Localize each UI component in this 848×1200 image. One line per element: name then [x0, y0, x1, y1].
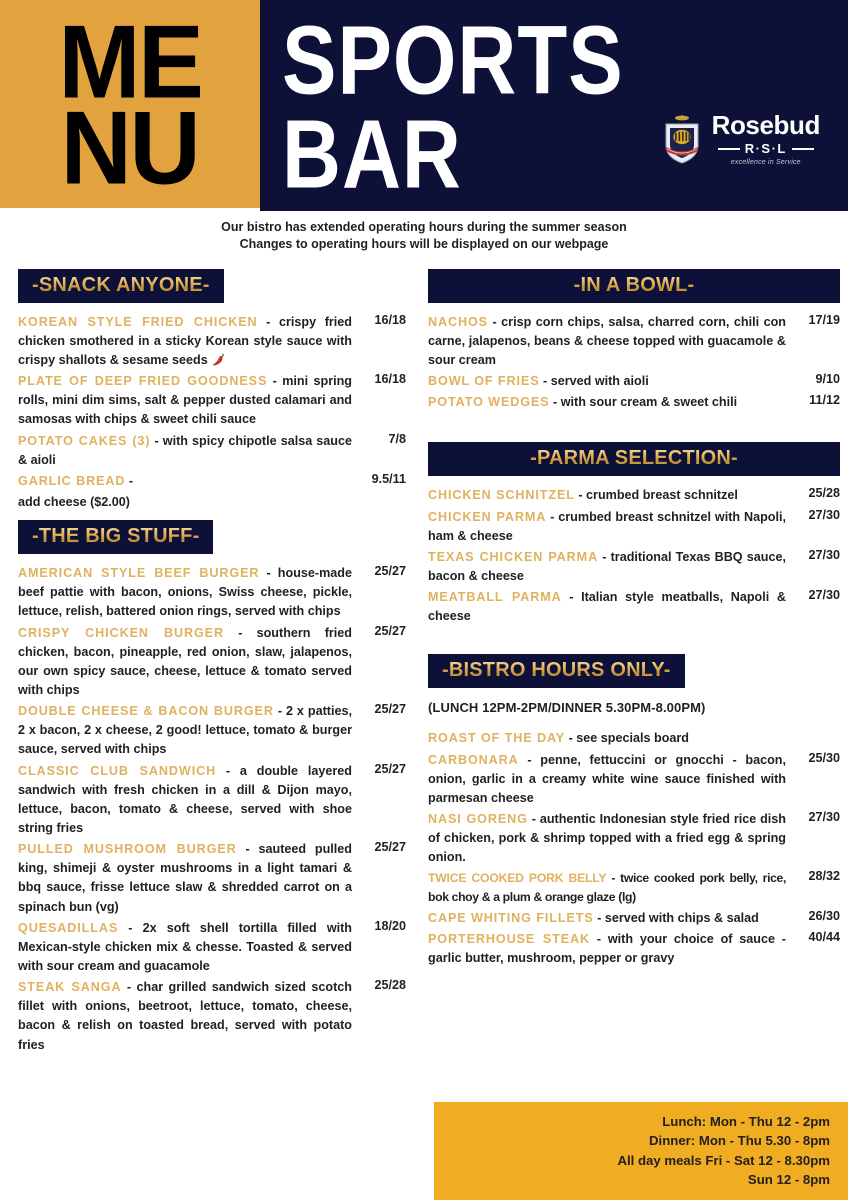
menu-item-text — [18, 624, 352, 701]
menu-item-name: NASI GORENG — [428, 812, 528, 826]
section-header-snack — [18, 269, 224, 303]
menu-item — [18, 919, 406, 976]
menu-item-price: 27/30 — [808, 588, 840, 603]
menu-item-text — [18, 702, 352, 759]
section-items-bigstuff — [18, 564, 406, 1055]
menu-item-text — [428, 313, 786, 370]
menu-item-text — [428, 588, 786, 626]
menu-item-text — [18, 919, 352, 976]
menu-item-description: - mini spring rolls, mini dim sims, salt & pepper dusted calamari and samosas with chips & sweet chili sauce — [18, 374, 353, 427]
logo-tagline: excellence in Service — [730, 159, 801, 166]
section-header-bigstuff — [18, 520, 213, 554]
menu-item-description: - penne, fettuccini or gnocchi - bacon, onion, garlic in a creamy white wine sauce finished with parmesan cheese — [428, 752, 786, 805]
menu-item-price: 17/19 — [808, 312, 840, 327]
menu-item-price: 25/27 — [374, 761, 406, 776]
menu-item-name: STEAK SANGA — [18, 980, 122, 995]
menu-item-name: CHICKEN PARMA — [428, 509, 547, 524]
menu-item-name: PULLED MUSHROOM BURGER — [18, 842, 237, 857]
menu-item — [18, 624, 406, 701]
menu-item-price: 9/10 — [815, 372, 840, 387]
menu-item-name: POTATO CAKES (3) — [18, 433, 151, 448]
menu-item-text — [428, 393, 786, 412]
menu-item-description: - crispy fried chicken smothered in a sticky Korean style sauce with crispy shallots & sesame seeds — [18, 314, 352, 368]
menu-item — [18, 978, 406, 1055]
menu-item-price: 27/30 — [808, 507, 840, 522]
menu-item-price: 27/30 — [808, 547, 840, 562]
menu-item — [428, 393, 840, 412]
menu-item-description: - 2 x patties, 2 x bacon, 2 x cheese, 2 good! lettuce, tomato & burger sauce, served with chips — [18, 704, 352, 757]
menu-item-description: - crumbed breast schnitzel — [574, 488, 738, 503]
section-title-snack: -SNACK ANYONE- — [32, 273, 210, 296]
menu-item-name: CHICKEN SCHNITZEL — [428, 488, 575, 503]
section-title-bowl: -IN A BOWL- — [573, 273, 695, 296]
menu-item-description: - with sour cream & sweet chili — [549, 395, 738, 410]
menu-item — [18, 472, 406, 491]
menu-item-text — [428, 548, 786, 586]
menu-item-name: GARLIC BREAD — [18, 473, 126, 488]
menu-item — [428, 372, 840, 391]
menu-item-name: KOREAN STYLE FRIED CHICKEN — [18, 314, 258, 329]
menu-item — [428, 729, 840, 748]
menu-word-line1: ME — [58, 2, 202, 120]
menu-item-description: - southern fried chicken, bacon, pineapple, red onion, slaw, jalapenos, our own spicy sauce, cheese, lettuce & tomato served with chips — [18, 625, 352, 697]
menu-item — [428, 486, 840, 505]
menu-item — [18, 564, 406, 621]
menu-item-description: add cheese ($2.00) — [18, 495, 131, 510]
menu-item — [18, 313, 406, 370]
chili-pepper-icon — [211, 353, 226, 366]
menu-item-description: - Italian style meatballs, Napoli & cheese — [428, 590, 786, 624]
menu-item-description: - a double layered sandwich with fresh chicken in a dill & Dijon mayo, lettuce, bacon, tomato & cheese, served with shoe string fries — [18, 763, 352, 835]
menu-item-text — [18, 493, 352, 512]
menu-item-name: BOWL OF FRIES — [428, 374, 540, 389]
section-header-bistro — [428, 654, 685, 688]
opening-hours-box — [434, 1102, 848, 1200]
menu-item-text — [18, 564, 352, 621]
menu-item-description: - house-made beef pattie with bacon, onions, Swiss cheese, pickle, lettuce, relish, battered onion rings, served with chips — [18, 566, 352, 619]
menu-item-name: CARBONARA — [428, 752, 519, 767]
menu-item-name: PLATE OF DEEP FRIED GOODNESS — [18, 374, 268, 389]
rule-right — [792, 148, 814, 150]
menu-item-name: MEATBALL PARMA — [428, 590, 562, 605]
menu-item-name: PORTERHOUSE STEAK — [428, 931, 591, 946]
menu-item-name: CLASSIC CLUB SANDWICH — [18, 763, 217, 778]
menu-item — [428, 930, 840, 968]
menu-column-right — [424, 263, 848, 1057]
menu-item-text — [428, 729, 786, 748]
menu-columns — [0, 259, 848, 1057]
sports-word: SPORTS — [282, 5, 624, 115]
menu-item-name: QUESADILLAS — [18, 920, 119, 935]
menu-item-price: 16/18 — [374, 312, 406, 327]
menu-item-price: 9.5/11 — [371, 471, 406, 486]
menu-item-price: 25/28 — [374, 978, 406, 993]
menu-item-text — [18, 472, 352, 491]
menu-item-description: - crumbed breast schnitzel with Napoli, ham & cheese — [428, 509, 786, 543]
menu-item — [428, 313, 840, 370]
menu-item-text — [428, 930, 786, 968]
menu-item-name: TEXAS CHICKEN PARMA — [428, 549, 599, 564]
rosebud-rsl-logo — [661, 112, 820, 166]
menu-item-name: CRISPY CHICKEN BURGER — [18, 625, 224, 640]
menu-item-price: 25/27 — [374, 623, 406, 638]
menu-item-price: 40/44 — [808, 929, 840, 944]
menu-item-description: - twice cooked pork belly, rice, bok choy & a plum & orange glaze (lg) — [428, 871, 787, 904]
menu-item-text — [428, 486, 786, 505]
menu-item-description: - 2x soft shell tortilla filled with Mexican-style chicken mix & chesse. Toasted & served with sour cream and guacamole — [18, 920, 352, 973]
menu-item-price: 11/12 — [809, 393, 840, 408]
notice-line-1: Our bistro has extended operating hours during the summer season — [221, 220, 627, 234]
menu-item-price: 28/32 — [808, 869, 840, 884]
rsl-crest-icon — [661, 113, 703, 165]
menu-item — [18, 762, 406, 839]
menu-word-line2: NU — [61, 88, 199, 206]
menu-item — [428, 810, 840, 867]
menu-item-name: AMERICAN STYLE BEEF BURGER — [18, 566, 260, 581]
menu-item — [18, 493, 406, 512]
rsl-text: R·S·L — [744, 141, 787, 156]
section-title-bigstuff: -THE BIG STUFF- — [32, 525, 200, 548]
menu-item-text — [18, 840, 352, 917]
hours-line: Dinner: Mon - Thu 5.30 - 8pm — [649, 1133, 830, 1149]
menu-item-name: NACHOS — [428, 314, 488, 329]
operating-hours-notice — [0, 211, 848, 259]
page-header — [0, 0, 848, 211]
menu-item-price: 16/18 — [374, 372, 406, 387]
section-items-bowl — [428, 313, 840, 413]
menu-item-text — [18, 432, 352, 470]
menu-item-text — [428, 869, 786, 906]
menu-item-description: - served with aioli — [539, 374, 649, 389]
menu-column-left — [0, 263, 424, 1057]
menu-item-name: TWICE COOKED PORK BELLY — [428, 871, 607, 886]
menu-item-description: - — [125, 473, 134, 488]
menu-item-description: - served with chips & salad — [593, 910, 759, 925]
menu-item-description: - authentic Indonesian style fried rice dish of chicken, pork & shrimp topped with a fried egg & spring onion. — [428, 812, 786, 865]
menu-item-price: 7/8 — [388, 431, 406, 446]
menu-item-description: - sauteed pulled king, shimeji & oyster mushrooms in a light tamari & bbq sauce, frisse lettuce slaw & shredded carrot on a spinach bun (vg) — [18, 842, 352, 914]
menu-item-text — [18, 978, 352, 1055]
menu-item — [428, 588, 840, 626]
menu-item-price: 25/28 — [808, 486, 840, 501]
menu-item — [428, 751, 840, 808]
menu-item-text — [428, 810, 786, 867]
menu-item — [18, 840, 406, 917]
menu-item — [18, 372, 406, 429]
menu-item — [428, 909, 840, 928]
menu-item-description: - traditional Texas BBQ sauce, bacon & cheese — [428, 549, 786, 584]
menu-item-name: ROAST OF THE DAY — [428, 731, 566, 746]
menu-item — [428, 508, 840, 546]
section-items-parma — [428, 486, 840, 626]
menu-item-price: 25/27 — [374, 702, 406, 717]
menu-item — [18, 432, 406, 470]
menu-item-text — [428, 508, 786, 546]
section-title-bistro: -BISTRO HOURS ONLY- — [442, 659, 671, 682]
menu-item-price: 26/30 — [808, 908, 840, 923]
menu-item-name: DOUBLE CHEESE & BACON BURGER — [18, 704, 274, 719]
menu-item-name: CAPE WHITING FILLETS — [428, 910, 594, 925]
section-items-bistro — [428, 729, 840, 968]
menu-item-text — [428, 372, 786, 391]
menu-item-description: - crisp corn chips, salsa, charred corn, chili con carne, jalapenos, beans & cheese topped with guacamole & sour cream — [428, 314, 786, 368]
menu-item — [18, 702, 406, 759]
rsl-row — [718, 141, 814, 156]
menu-item-price: 25/30 — [808, 750, 840, 765]
menu-item-text — [18, 372, 352, 429]
menu-item-text — [18, 313, 352, 370]
menu-title-block — [0, 0, 260, 208]
rule-left — [718, 148, 740, 150]
menu-item-price: 25/27 — [374, 840, 406, 855]
menu-item-price: 25/27 — [374, 564, 406, 579]
bistro-hours-subtitle: (LUNCH 12PM-2PM/DINNER 5.30PM-8.00PM) — [428, 700, 706, 716]
menu-item-price: 18/20 — [374, 918, 406, 933]
menu-item — [428, 548, 840, 586]
menu-item-description: - with spicy chipotle salsa sauce & aioli — [18, 433, 353, 467]
rsl-logo-text — [712, 112, 820, 166]
section-header-parma — [428, 442, 840, 476]
menu-item-text — [428, 909, 786, 928]
menu-item-text — [18, 762, 352, 839]
section-header-bowl — [428, 269, 840, 303]
hours-line: All day meals Fri - Sat 12 - 8.30pm — [617, 1152, 830, 1168]
menu-item — [428, 869, 840, 906]
menu-item-name: POTATO WEDGES — [428, 395, 550, 410]
section-items-snack — [18, 313, 406, 512]
menu-item-text — [428, 751, 786, 808]
menu-item-description: - with your choice of sauce - garlic butter, mushroom, pepper or gravy — [428, 931, 786, 965]
sports-bar-title-block — [260, 0, 848, 211]
hours-line: Lunch: Mon - Thu 12 - 2pm — [662, 1114, 830, 1129]
notice-line-2: Changes to operating hours will be displayed on our webpage — [239, 236, 609, 251]
section-title-parma: -PARMA SELECTION- — [530, 447, 738, 470]
menu-item-description: - see specials board — [565, 731, 689, 746]
menu-item-description: - char grilled sandwich sized scotch fillet with onions, beetroot, lettuce, tomato, cheese, bacon & relish on toasted bread, served with potato fries — [18, 980, 352, 1052]
hours-line: Sun 12 - 8pm — [747, 1172, 830, 1188]
bar-word: BAR — [282, 99, 462, 209]
rosebud-wordmark: Rosebud — [711, 110, 820, 140]
menu-item-price: 27/30 — [808, 810, 840, 824]
